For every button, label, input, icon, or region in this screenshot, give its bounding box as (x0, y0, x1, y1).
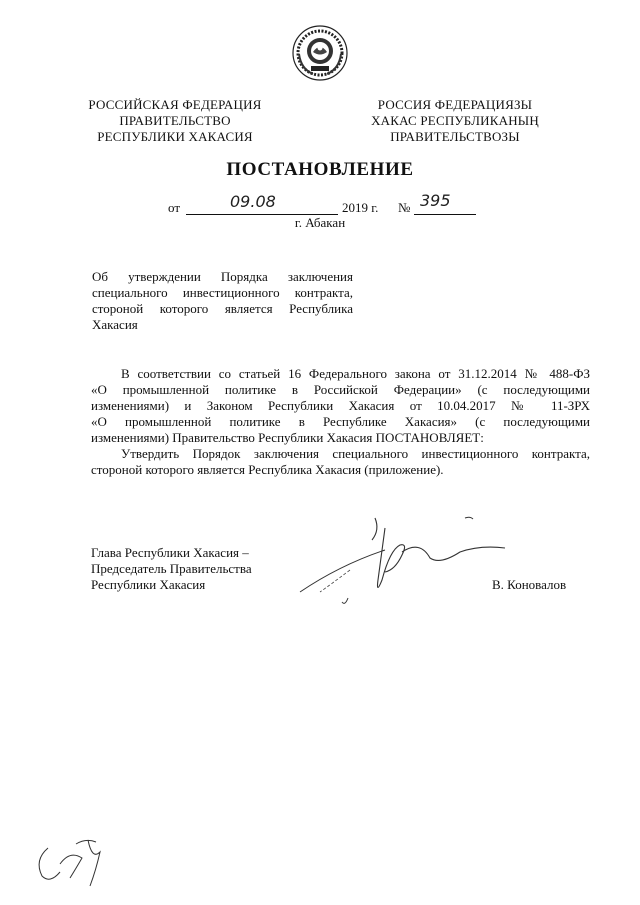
header-left (60, 97, 290, 145)
handwritten-initials-icon (30, 830, 110, 890)
body-line: изменениями) Правительство Республики Хакасия ПОСТАНОВЛЯЕТ: (91, 430, 484, 445)
city: г. Абакан (294, 215, 346, 230)
body-line: «О промышленной политике в Республике Хакасия» (с последующими (91, 414, 590, 429)
subject-line: стороной которого является Республика (92, 301, 353, 316)
header-right-line: ПРАВИТЕЛЬСТВОЗЫ (390, 129, 520, 144)
header-right-line: ХАКАС РЕСПУБЛИКАНЫҢ (371, 113, 539, 128)
subject-line: специального инвестиционного контракта, (92, 285, 353, 300)
body-line: изменениями) и Законом Республики Хакасия от 10.04.2017 № 11-ЗРХ (91, 398, 590, 413)
signatory-position-line: Республики Хакасия (91, 577, 206, 592)
signatory-position-line: Председатель Правительства (91, 561, 252, 576)
signatory-name: В. Коновалов (492, 577, 567, 592)
header-left-line: РОССИЙСКАЯ ФЕДЕРАЦИЯ (88, 97, 262, 112)
date-from-label: от (168, 200, 181, 215)
document-subject (92, 269, 353, 333)
body-line: «О промышленной политике в Российской Федерации» (с последующими (91, 382, 590, 397)
body-line: Утвердить Порядок заключения специального инвестиционного контракта, (121, 446, 590, 461)
number-label: № (398, 200, 411, 215)
body-line: стороной которого является Республика Хакасия (приложение). (91, 462, 444, 477)
signatory-position (91, 545, 252, 593)
subject-line: Хакасия (92, 317, 138, 332)
header-left-line: ПРАВИТЕЛЬСТВО (119, 113, 231, 128)
document-title: ПОСТАНОВЛЕНИЕ (226, 159, 414, 180)
date-handwritten: 09.08 (230, 192, 276, 211)
document-body (91, 366, 590, 478)
coat-of-arms-emblem-icon (291, 24, 349, 82)
handwritten-signature-icon (290, 510, 510, 610)
header-left-line: РЕСПУБЛИКИ ХАКАСИЯ (97, 129, 253, 144)
number-handwritten: 395 (420, 191, 451, 210)
header-right-line: РОССИЯ ФЕДЕРАЦИЯЗЫ (377, 97, 533, 112)
signatory-position-line: Глава Республики Хакасия – (91, 545, 249, 560)
subject-line: Об утверждении Порядка заключения (92, 269, 353, 284)
header-right (340, 97, 570, 145)
date-year: 2019 г. (342, 200, 379, 215)
body-line: В соответствии со статьей 16 Федерального закона от 31.12.2014 № 488-ФЗ (121, 366, 590, 381)
